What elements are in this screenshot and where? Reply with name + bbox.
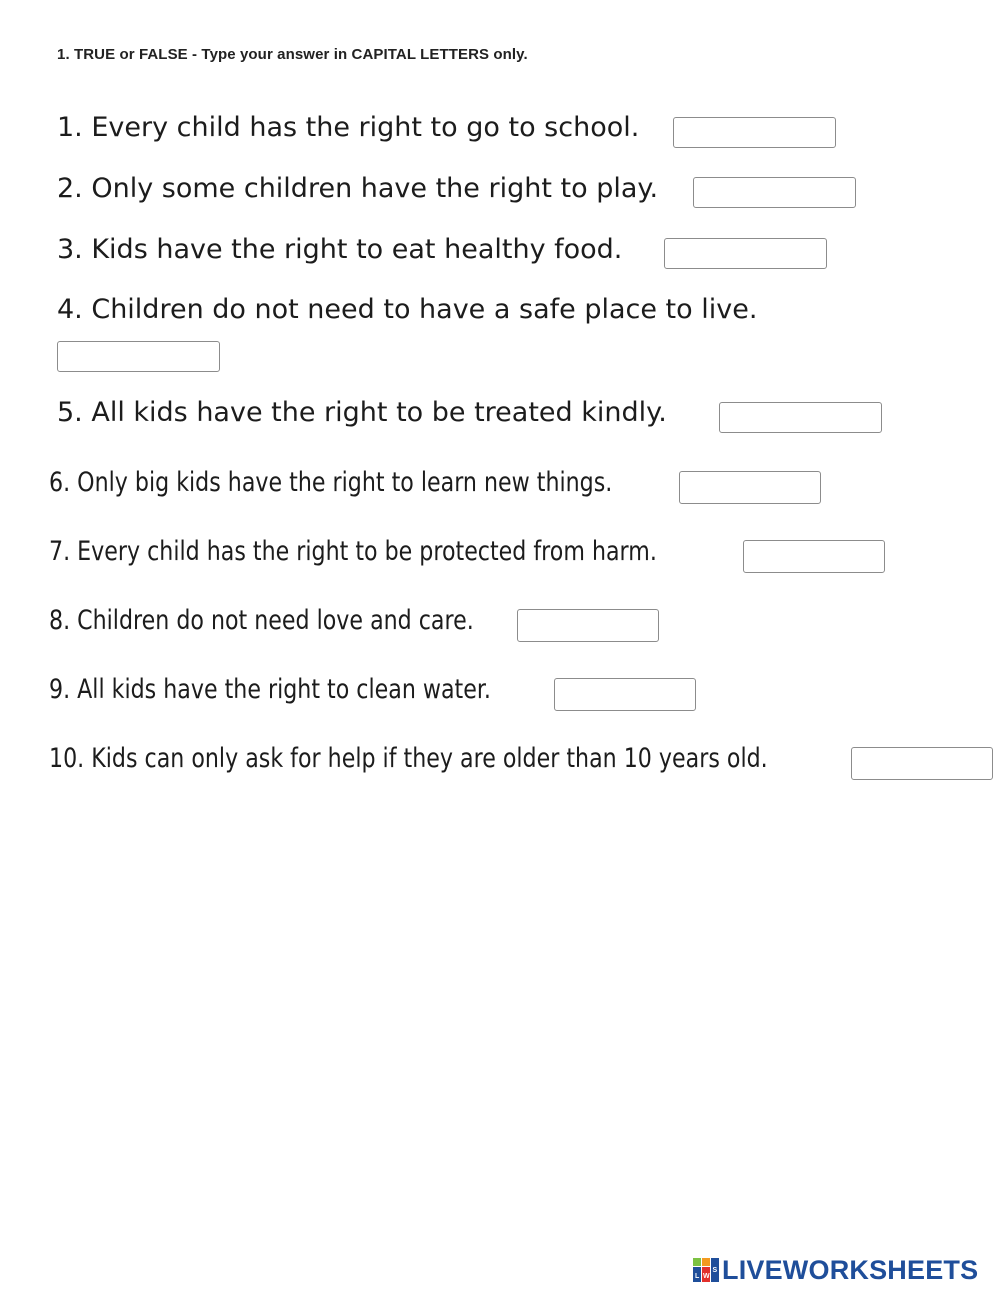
- instructions: 1. TRUE or FALSE - Type your answer in CAPITAL LETTERS only.: [57, 46, 528, 63]
- liveworksheets-logo-icon: [693, 1258, 719, 1282]
- answer-7-input[interactable]: [743, 540, 885, 573]
- question-6-text: 6. Only big kids have the right to learn new things.: [49, 467, 613, 498]
- question-10-text: 10. Kids can only ask for help if they are older than 10 years old.: [49, 743, 768, 774]
- question-4-text: 4. Children do not need to have a safe place to live.: [57, 294, 758, 325]
- answer-1-input[interactable]: [673, 117, 836, 148]
- answer-3-input[interactable]: [664, 238, 827, 269]
- question-2-text: 2. Only some children have the right to play.: [57, 173, 659, 204]
- question-8-text: 8. Children do not need love and care.: [49, 605, 474, 636]
- question-3-text: 3. Kids have the right to eat healthy food.: [57, 234, 623, 265]
- answer-2-input[interactable]: [693, 177, 856, 208]
- logo-text: LIVEWORKSHEETS: [722, 1254, 979, 1285]
- answer-10-input[interactable]: [851, 747, 993, 780]
- logo-mark-letter-l: L: [695, 1273, 700, 1280]
- answer-4-input[interactable]: [57, 341, 220, 372]
- question-7-text: 7. Every child has the right to be protected from harm.: [49, 536, 657, 567]
- answer-8-input[interactable]: [517, 609, 659, 642]
- answer-9-input[interactable]: [554, 678, 696, 711]
- question-1-text: 1. Every child has the right to go to school.: [57, 112, 640, 143]
- answer-6-input[interactable]: [679, 471, 821, 504]
- question-5-text: 5. All kids have the right to be treated kindly.: [57, 397, 667, 428]
- liveworksheets-logo: [693, 1255, 978, 1285]
- question-9-text: 9. All kids have the right to clean water.: [49, 674, 491, 705]
- answer-5-input[interactable]: [719, 402, 882, 433]
- logo-mark-letter-w: W: [703, 1273, 710, 1280]
- logo-mark-letter-s: S: [712, 1267, 718, 1274]
